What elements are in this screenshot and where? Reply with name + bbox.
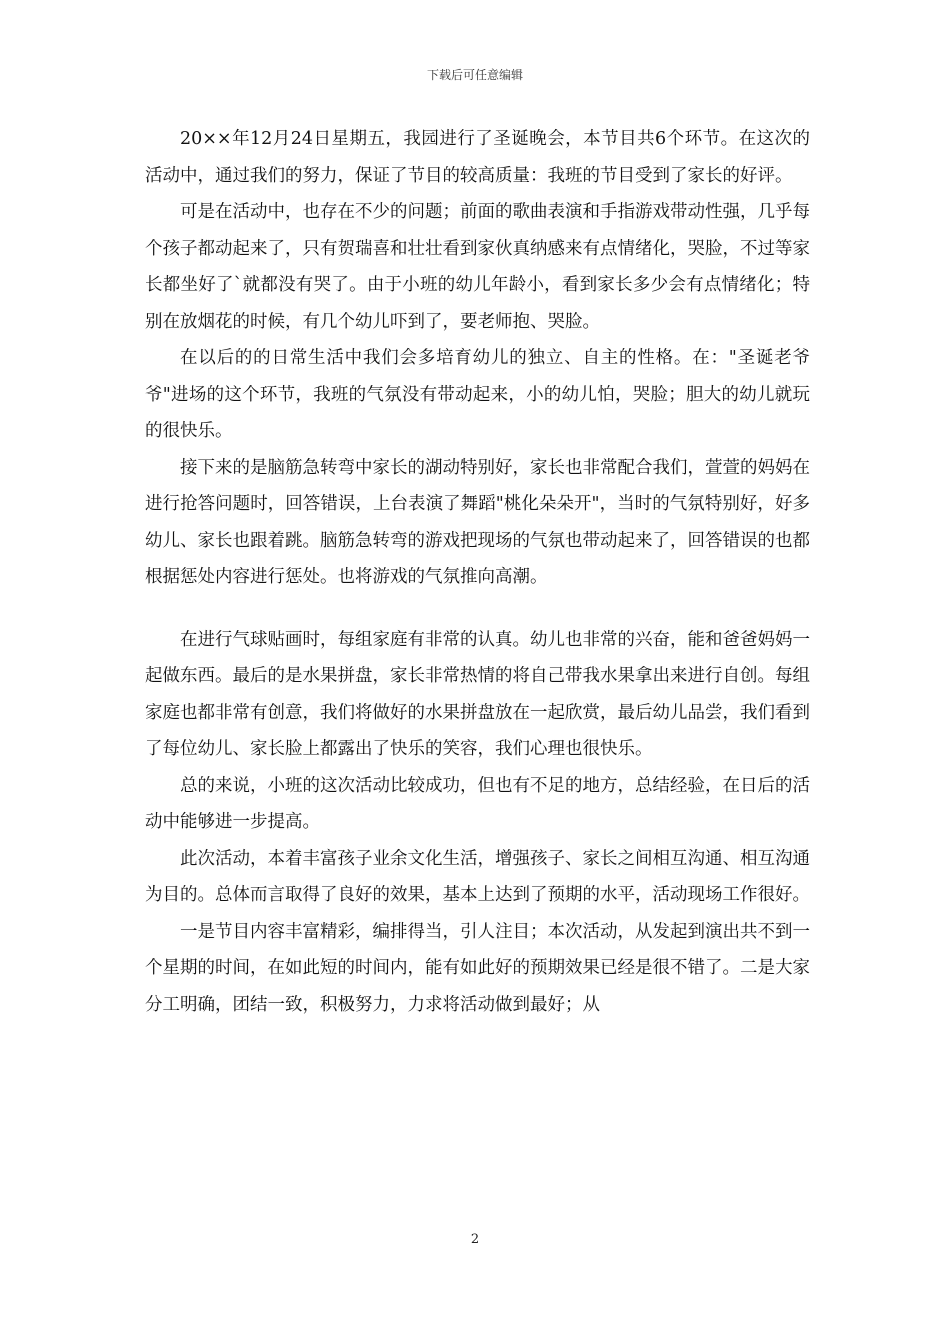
paragraph-highlights: 一是节目内容丰富精彩，编排得当，引人注目；本次活动，从发起到演出共不到一个星期的时间，在如此短的时间内，能有如此好的预期效果已经是很不错了。二是大家分工明确，团结一致，积极努力，力求将活动做到最好；从 bbox=[145, 921, 810, 1015]
paragraph-brain-teaser: 接下来的是脑筋急转弯中家长的湖动特别好，家长也非常配合我们，萱萱的妈妈在进行抢答问题时，回答错误，上台表演了舞蹈"桃化朵朵开"，当时的气氛特别好，好多幼儿、家长也跟着跳。脑筋急转弯的游戏把现场的气氛也带动起来了，回答错误的也都根据惩处内容进行惩处。也将游戏的气氛推向高潮。 bbox=[145, 457, 810, 587]
paragraph-independence: 在以后的的日常生活中我们会多培育幼儿的独立、自主的性格。在："圣诞老爷爷"进场的这个环节，我班的气氛没有带动起来，小的幼儿怕，哭脸；胆大的幼儿就玩的很快乐。 bbox=[145, 348, 810, 441]
page-number: 2 bbox=[470, 1232, 480, 1247]
document-body bbox=[145, 121, 810, 1023]
paragraph-problems: 可是在活动中，也存在不少的问题；前面的歌曲表演和手指游戏带动性强，几乎每个孩子都动起来了，只有贺瑞喜和壮壮看到家伙真纳感来有点情绪化，哭脸，不过等家长都坐好了`就都没有哭了。由于小班的幼儿年龄小，看到家长多少会有点情绪化；特别在放烟花的时候，有几个幼儿吓到了，要老师抱、哭脸。 bbox=[145, 202, 810, 332]
paragraph-purpose: 此次活动，本着丰富孩子业余文化生活，增强孩子、家长之间相互沟通、相互沟通为目的。总体而言取得了良好的效果，基本上达到了预期的水平，活动现场工作很好。 bbox=[145, 848, 810, 905]
paragraph-overall: 总的来说，小班的这次活动比较成功，但也有不足的地方，总结经验，在日后的活动中能够进一步提高。 bbox=[145, 775, 810, 832]
page-header: 下载后可任意编辑 bbox=[426, 68, 523, 82]
paragraph-balloon-fruit: 在进行气球贴画时，每组家庭有非常的认真。幼儿也非常的兴奋，能和爸爸妈妈一起做东西。最后的是水果拼盘，家长非常热情的将自己带我水果拿出来进行自创。每组家庭也都非常有创意，我们将做好的水果拼盘放在一起欣赏，最后幼儿品尝，我们看到了每位幼儿、家长脸上都露出了快乐的笑容，我们心理也很快乐。 bbox=[145, 629, 810, 759]
paragraph-event-summary: 20××年12月24日星期五，我园进行了圣诞晚会，本节目共6个环节。在这次的活动中，通过我们的努力，保证了节目的较高质量：我班的节目受到了家长的好评。 bbox=[145, 129, 810, 186]
